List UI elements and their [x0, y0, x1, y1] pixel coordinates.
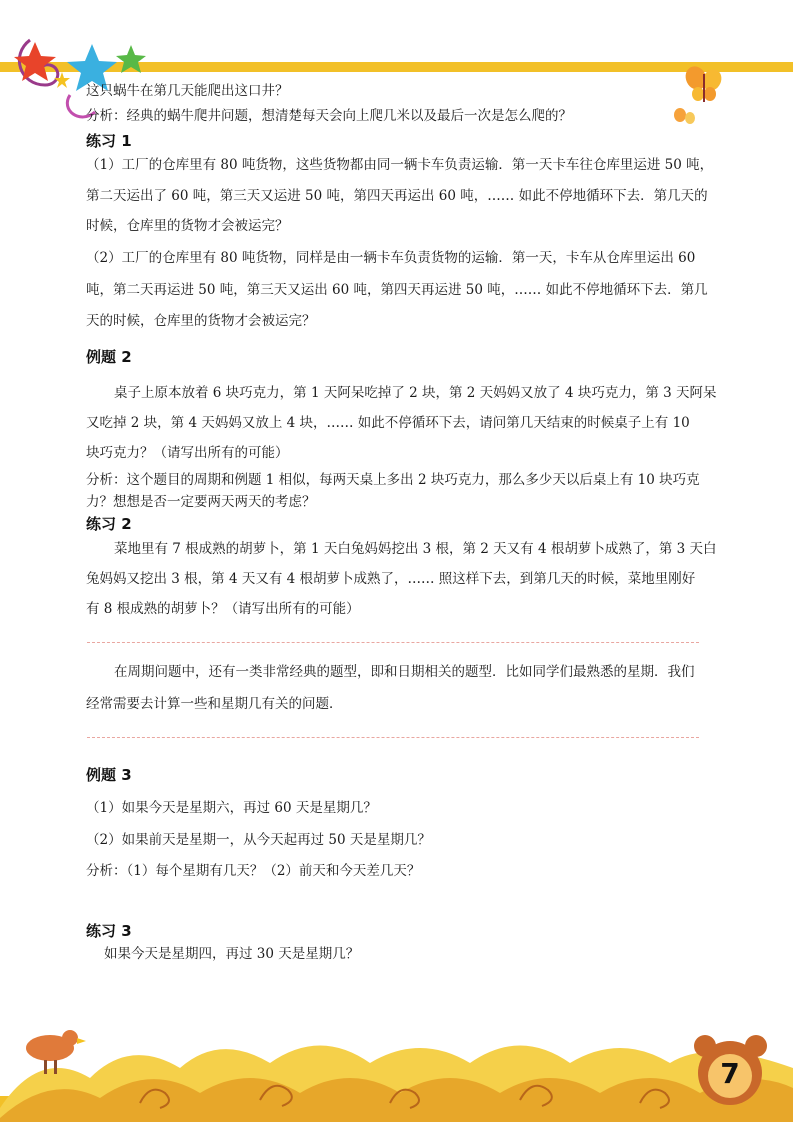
exercise-1a-line: （1）工厂的仓库里有 80 吨货物，这些货物都由同一辆卡车负责运输．第一天卡车往仓库里运进 50 吨，	[86, 157, 714, 173]
example-3-line: （1）如果今天是星期六，再过 60 天是星期几？	[86, 800, 377, 816]
example-2-line: 桌子上原本放着 6 块巧克力，第 1 天阿呆吃掉了 2 块，第 2 天妈妈又放了 4 块巧克力，第 3 天阿呆	[114, 385, 717, 401]
exercise-1b-line: 天的时候，仓库里的货物才会被运完？	[86, 313, 316, 329]
exercise-2-heading: 练习 2	[86, 515, 132, 533]
intro-line: 经常需要去计算一些和星期几有关的问题．	[86, 696, 343, 712]
example-2-line: 块巧克力？（请写出所有的可能）	[86, 445, 289, 461]
footer-decoration-icon	[0, 1008, 793, 1122]
dashed-divider	[87, 737, 699, 738]
analysis-line: 分析：经典的蜗牛爬井问题，想清楚每天会向上爬几米以及最后一次是怎么爬的？	[86, 108, 572, 124]
butterfly-icon	[668, 60, 728, 135]
example-2-analysis-line: 分析：这个题目的周期和例题 1 相似，每两天桌上多出 2 块巧克力，那么多少天以后桌上有 10 块巧克	[86, 472, 700, 488]
exercise-3-line: 如果今天是星期四，再过 30 天是星期几？	[104, 946, 360, 962]
exercise-1b-line: 吨，第二天再运进 50 吨，第三天又运出 60 吨，第四天再运进 50 吨，…… 如此不停地循环下去．第几	[86, 282, 708, 298]
intro-line: 在周期问题中，还有一类非常经典的题型，即和日期相关的题型．比如同学们最熟悉的星期．我们	[114, 664, 695, 680]
exercise-3-heading: 练习 3	[86, 922, 132, 940]
exercise-2-line: 有 8 根成熟的胡萝卜？（请写出所有的可能）	[86, 601, 360, 617]
exercise-1-heading: 练习 1	[86, 132, 132, 150]
exercise-2-line: 菜地里有 7 根成熟的胡萝卜，第 1 天白兔妈妈挖出 3 根，第 2 天又有 4 根胡萝卜成熟了，第 3 天白	[114, 541, 717, 557]
example-2-heading: 例题 2	[86, 348, 132, 366]
exercise-1a-line: 时候，仓库里的货物才会被运完？	[86, 218, 289, 234]
example-2-analysis-line: 力？想想是否一定要两天两天的考虑？	[86, 494, 316, 510]
example-2-line: 又吃掉 2 块，第 4 天妈妈又放上 4 块，…… 如此不停循环下去，请问第几天结束的时候桌子上有 10	[86, 415, 690, 431]
exercise-1a-line: 第二天运出了 60 吨，第三天又运进 50 吨，第四天再运出 60 吨，…… 如此不停地循环下去．第几天的	[86, 188, 708, 204]
exercise-2-line: 兔妈妈又挖出 3 根，第 4 天又有 4 根胡萝卜成熟了，…… 照这样下去，到第几天的时候，菜地里刚好	[86, 571, 696, 587]
example-3-analysis-line: 分析：（1）每个星期有几天？（2）前天和今天差几天？	[86, 863, 421, 879]
example-3-heading: 例题 3	[86, 766, 132, 784]
snail-question-line: 这只蜗牛在第几天能爬出这口井？	[86, 83, 289, 99]
dashed-divider	[87, 642, 699, 643]
example-3-line: （2）如果前天是星期一，从今天起再过 50 天是星期几？	[86, 832, 431, 848]
page-number: 7	[720, 1057, 740, 1090]
exercise-1b-line: （2）工厂的仓库里有 80 吨货物，同样是由一辆卡车负责货物的运输．第一天，卡车从仓库里运出 60	[86, 250, 696, 266]
